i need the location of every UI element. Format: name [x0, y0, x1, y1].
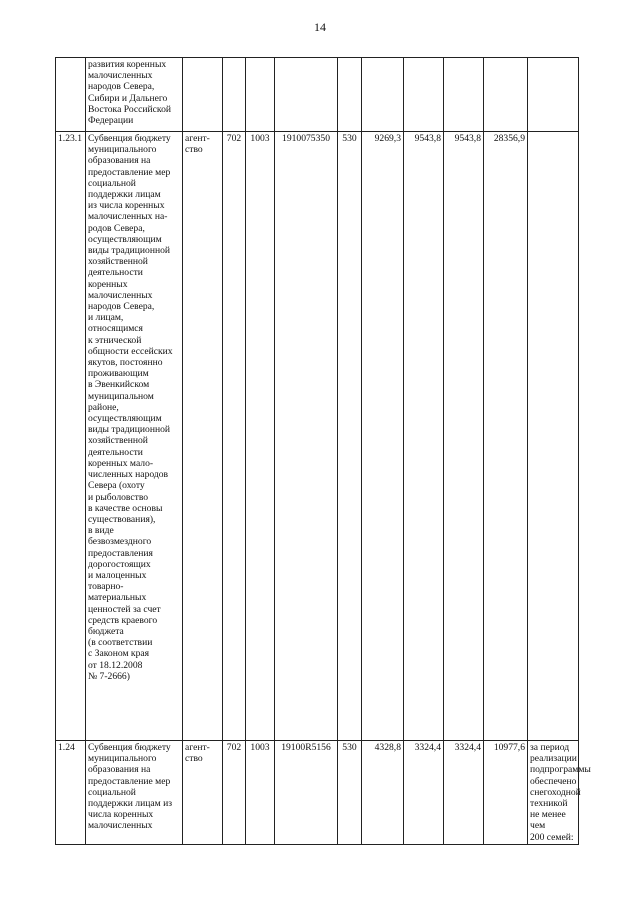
row-vr: 530	[338, 741, 362, 845]
row-year1: 4328,8	[362, 741, 404, 845]
row-year2: 3324,4	[404, 741, 444, 845]
row-executor: агент- ство	[183, 741, 223, 845]
budget-table	[55, 57, 591, 845]
row-name: Субвенция бюджету муниципального образования на предоставление мер социальной поддержки лицам из числа коренных малочисленных на- родов Севера, осуществляющим виды традиционной хозяйственной деятельности коренных малочисленных народов Севера, и лицам, относящимся к этнической общности ессейских якутов, постоянно проживающим в Эвенкийском муниципальном районе, осуществляющим виды традиционной хозяйственной деятельности коренных мало- численных народов Севера (охоту и рыболовство в качестве основы существования), в виде безвозмездного предоставления дорогостоящих и малоценных товарно- материальных ценностей за счет средств краевого бюджета (в соответствии с Законом края от 18.12.2008 № 7-2666)	[86, 132, 183, 741]
row-grbs	[223, 58, 246, 132]
row-rzpr: 1003	[246, 741, 275, 845]
row-number: 1.24	[56, 741, 86, 845]
table-row	[56, 58, 579, 132]
row-year3: 9543,8	[444, 132, 484, 741]
row-rzpr	[246, 58, 275, 132]
row-name: развития коренных малочисленных народов Севера, Сибири и Дальнего Востока Российской Федерации	[86, 58, 183, 132]
row-total: 10977,6	[484, 741, 528, 845]
row-csr: 19100R5156	[275, 741, 338, 845]
row-year2	[404, 58, 444, 132]
row-year3	[444, 58, 484, 132]
row-grbs: 702	[223, 741, 246, 845]
row-csr	[275, 58, 338, 132]
row-name: Субвенция бюджету муниципального образования на предоставление мер социальной поддержки лицам из числа коренных малочисленных	[86, 741, 183, 845]
row-result	[528, 58, 579, 132]
row-year1: 9269,3	[362, 132, 404, 741]
row-csr: 1910075350	[275, 132, 338, 741]
row-year3: 3324,4	[444, 741, 484, 845]
row-year1	[362, 58, 404, 132]
row-vr	[338, 58, 362, 132]
page-number: 14	[314, 20, 326, 34]
row-total	[484, 58, 528, 132]
row-result	[528, 132, 579, 741]
row-number	[56, 58, 86, 132]
row-executor	[183, 58, 223, 132]
table-row	[56, 132, 579, 741]
table-row	[56, 741, 579, 845]
row-executor: агент- ство	[183, 132, 223, 741]
row-grbs: 702	[223, 132, 246, 741]
row-number: 1.23.1	[56, 132, 86, 741]
row-year2: 9543,8	[404, 132, 444, 741]
row-result: за период реализации подпрограммы обеспечено снегоходной техникой не менее чем 200 семей:	[528, 741, 579, 845]
row-rzpr: 1003	[246, 132, 275, 741]
row-vr: 530	[338, 132, 362, 741]
row-total: 28356,9	[484, 132, 528, 741]
